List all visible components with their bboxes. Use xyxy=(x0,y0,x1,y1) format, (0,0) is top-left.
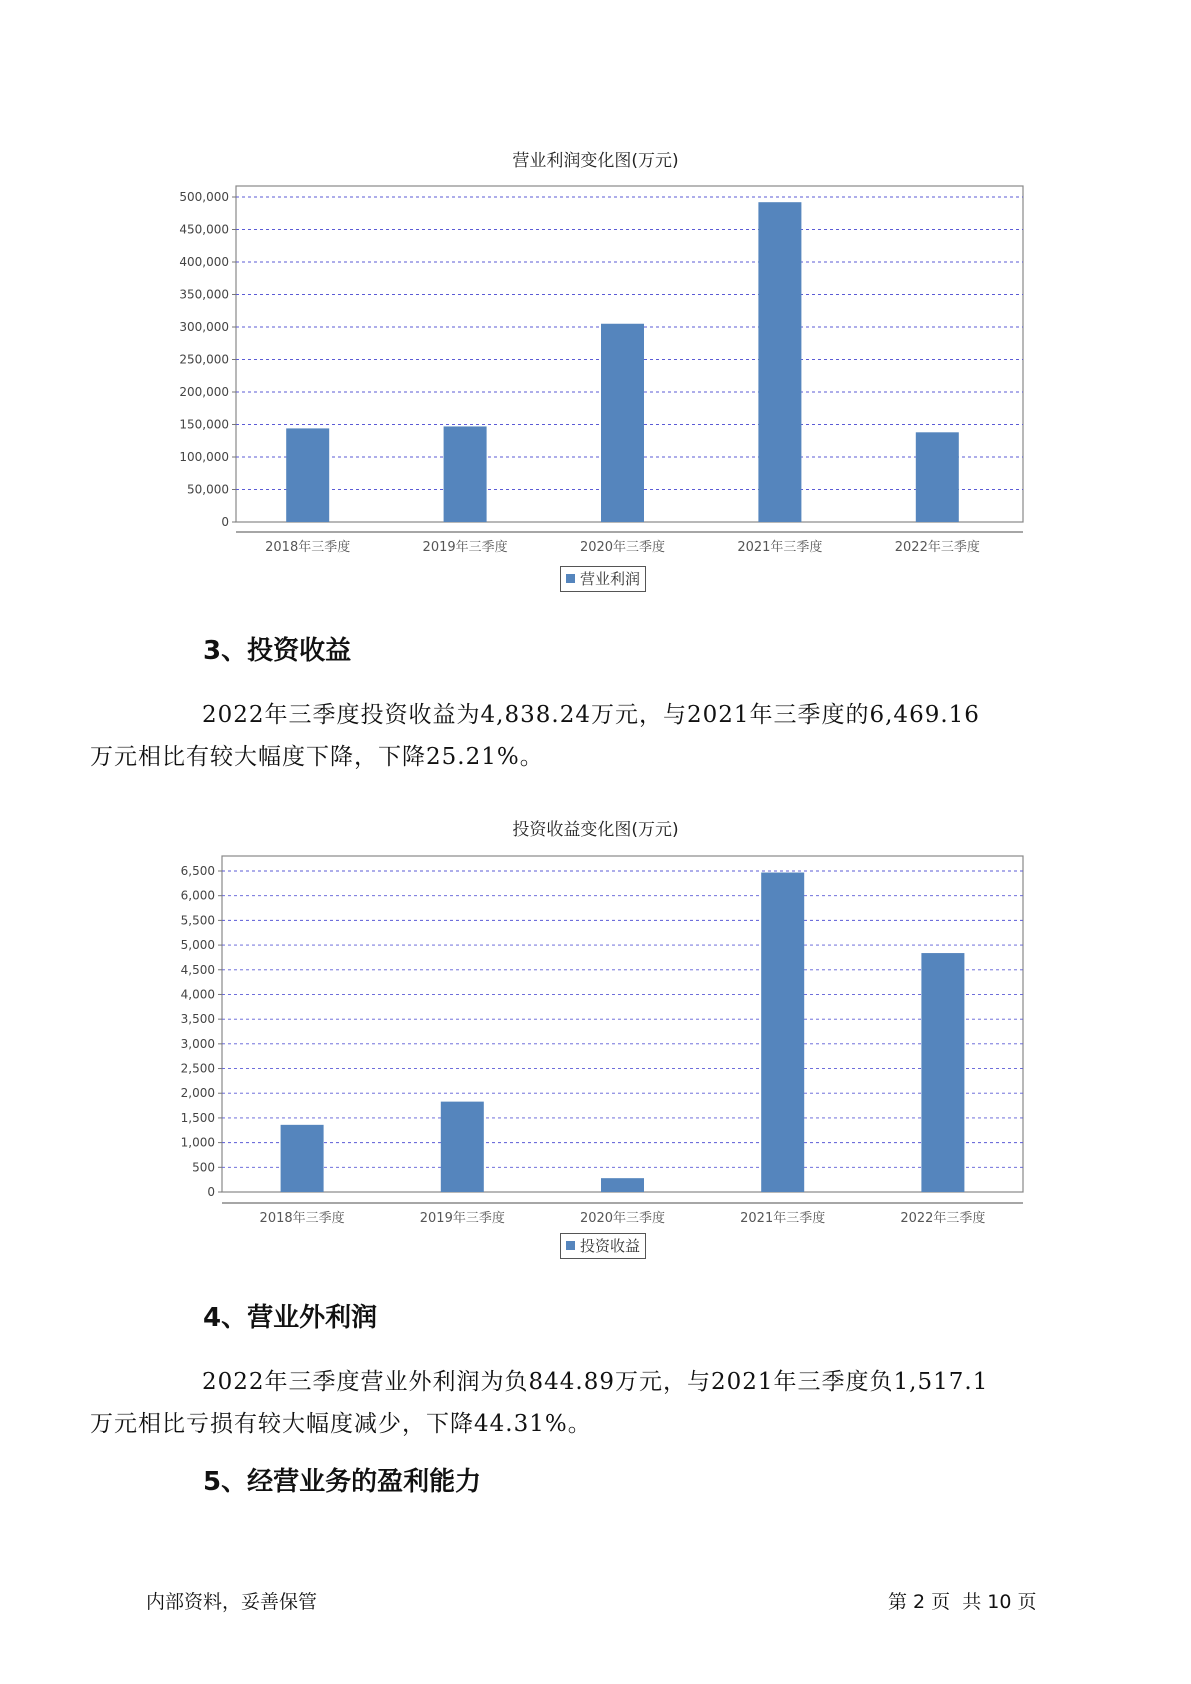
x-tick-label: 2020年三季度 xyxy=(579,1211,666,1226)
section4-heading: 4、营业外利润 xyxy=(203,1303,378,1333)
section4-line1: 2022年三季度营业外利润为负844.89万元，与2021年三季度负1,517.1 xyxy=(202,1369,989,1395)
x-tick-label: 2022年三季度 xyxy=(900,1211,986,1226)
y-tick-label: 400,000 xyxy=(179,255,229,269)
y-tick-label: 450,000 xyxy=(179,222,229,237)
y-tick-label: 4,000 xyxy=(180,987,215,1002)
y-tick-label: 100,000 xyxy=(179,450,229,464)
y-tick-label: 250,000 xyxy=(179,352,229,367)
chart2-title: 投资收益变化图(万元) xyxy=(512,820,679,840)
x-tick-label: 2019年三季度 xyxy=(422,540,508,555)
y-tick-label: 0 xyxy=(221,515,229,529)
footer-page-number: 第 2 页 共 10 页 xyxy=(888,1591,1037,1613)
bar xyxy=(601,1178,644,1192)
bar xyxy=(441,1102,484,1192)
plot-area xyxy=(222,856,1023,1192)
section5-heading: 5、经营业务的盈利能力 xyxy=(203,1467,482,1497)
footer-confidential: 内部资料，妥善保管 xyxy=(146,1591,318,1613)
y-tick-label: 5,000 xyxy=(180,938,215,953)
y-tick-label: 500,000 xyxy=(179,190,229,204)
chart2-legend xyxy=(560,1233,646,1259)
y-tick-label: 150,000 xyxy=(179,417,229,432)
bar xyxy=(761,873,804,1192)
y-tick-label: 2,500 xyxy=(180,1061,215,1076)
y-tick-label: 6,500 xyxy=(180,864,215,878)
y-tick-label: 50,000 xyxy=(187,482,229,497)
y-tick-label: 300,000 xyxy=(179,320,229,334)
y-tick-label: 1,500 xyxy=(180,1110,215,1125)
section4-paragraph xyxy=(90,1361,1066,1445)
x-tick-label: 2018年三季度 xyxy=(259,1211,345,1226)
section3-heading: 3、投资收益 xyxy=(203,636,352,666)
y-tick-label: 0 xyxy=(207,1185,215,1199)
x-tick-label: 2020年三季度 xyxy=(579,540,666,555)
y-tick-label: 2,000 xyxy=(180,1086,215,1101)
y-tick-label: 350,000 xyxy=(179,287,229,302)
section4-line2: 万元相比亏损有较大幅度减少，下降44.31%。 xyxy=(90,1411,592,1437)
x-tick-label: 2019年三季度 xyxy=(419,1211,505,1226)
bar xyxy=(281,1125,324,1192)
section3-line1: 2022年三季度投资收益为4,838.24万元，与2021年三季度的6,469.16 xyxy=(202,702,980,728)
y-tick-label: 6,000 xyxy=(180,888,215,903)
chart1-legend-label: 营业利润 xyxy=(580,570,641,588)
y-tick-label: 200,000 xyxy=(179,385,229,399)
bar xyxy=(921,953,964,1192)
legend-swatch-icon xyxy=(566,1241,575,1250)
y-tick-label: 1,000 xyxy=(180,1135,215,1150)
y-tick-label: 5,500 xyxy=(180,913,215,928)
x-tick-label: 2021年三季度 xyxy=(737,540,823,555)
y-tick-label: 4,500 xyxy=(180,962,215,977)
y-tick-label: 3,500 xyxy=(180,1012,215,1027)
chart1-title: 营业利润变化图(万元) xyxy=(512,151,679,171)
chart2-legend-label: 投资收益 xyxy=(580,1237,641,1255)
section3-line2: 万元相比有较大幅度下降，下降25.21%。 xyxy=(90,744,544,770)
x-tick-label: 2018年三季度 xyxy=(265,540,351,555)
x-tick-label: 2022年三季度 xyxy=(894,540,980,555)
y-tick-label: 3,000 xyxy=(180,1036,215,1051)
x-tick-label: 2021年三季度 xyxy=(740,1211,826,1226)
y-tick-label: 500 xyxy=(192,1160,215,1175)
